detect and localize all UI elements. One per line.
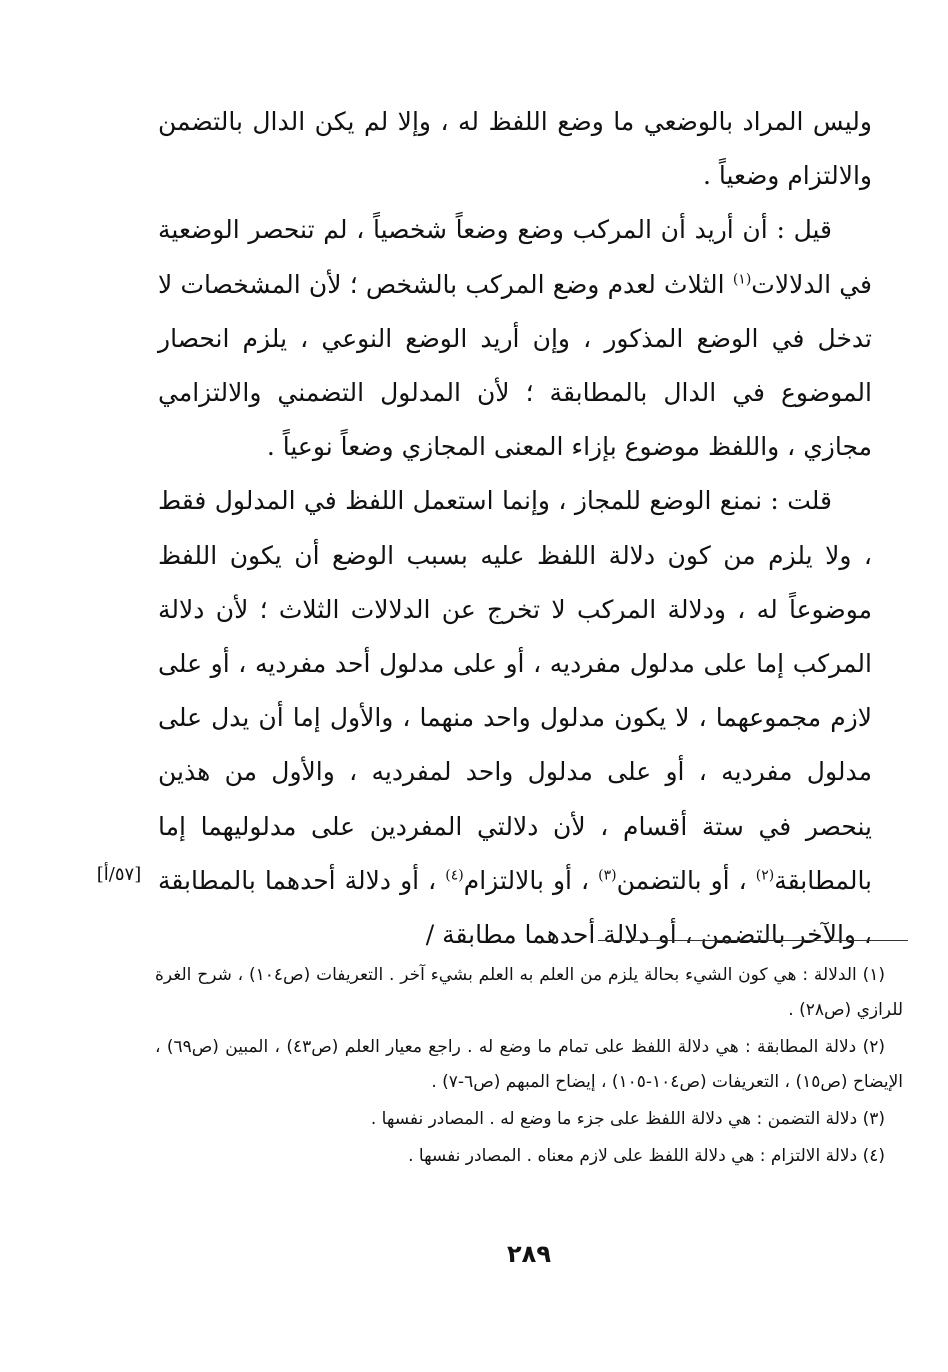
paragraph: وليس المراد بالوضعي ما وضع اللفظ له ، وإلا لم يكن الدال بالتضمن والالتزام وضعياً . [158,107,872,191]
paragraph: قيل : أن أريد أن المركب وضع وضعاً شخصياً ، لم تنحصر الوضعية في الدلالات$^{(١)}$ الثلاث لعدم وضع المركب بالشخص ؛ لأن المشخصات لا تدخل في الوضع المذكور ، وإن أريد الوضع النوعي ، يلزم انحصار الموضوع في الدال بالمطابقة ؛ لأن المدلول التضمني والالتزامي مجازي ، واللفظ موضوع بإزاء المعنى المجازي وضعاً نوعياً . [158,215,872,462]
paragraph: قلت : نمنع الوضع للمجاز ، وإنما استعمل اللفظ في المدلول فقط ، ولا يلزم من كون دلالة اللفظ عليه بسبب الوضع أن يكون اللفظ موضوعاً له ، ودلالة المركب لا تخرج عن الدلالات الثلاث ؛ لأن دلالة المركب إما على مدلول مفرديه ، أو على مدلول أحد مفرديه ، أو على لازم مجموعهما ، لا يكون مدلول واحد منهما ، والأول إما أن يدل على مدلول مفرديه ، أو على مدلول واحد لمفرديه ، والأول من هذين ينحصر في ستة أقسام ، لأن دلالتي المفردين على مدلوليهما إما بالمطابقة$^{(٢)}$ ، أو بالتضمن$^{(٣)}$ ، أو بالالتزام$^{(٤)}$ ، أو دلالة أحدهما بالمطابقة ، والآخر بالتضمن ، أو دلالة أحدهما مطابقة / [158,486,873,950]
page-number: ٢٨٩ [507,1240,551,1268]
footnotes [155,958,903,1176]
footnote-ref: (٢) [755,867,775,884]
footnote: (٢) دلالة المطابقة : هي دلالة اللفظ على تمام ما وضع له . راجع معيار العلم (ص٤٣) ، المبين (ص٦٩) ، الإيضاح (ص١٥) ، التعريفات (ص١٠٤-١٠٥) ، إيضاح المبهم (ص٦-٧) . [155,1037,903,1092]
manuscript-folio-marker: [٥٧/أ] [96,864,142,885]
footnote: (٤) دلالة الالتزام : هي دلالة اللفظ على لازم معناه . المصادر نفسها . [408,1146,885,1166]
footnote: (٣) دلالة التضمن : هي دلالة اللفظ على جزء ما وضع له . المصادر نفسها . [370,1109,885,1129]
footnote-separator [598,940,908,941]
footnote-ref: (٤) [445,867,464,884]
main-text [158,95,872,962]
footnote-ref: (٣) [598,867,617,884]
footnote: (١) الدلالة : هي كون الشيء بحالة يلزم من العلم به العلم بشيء آخر . التعريفات (ص١٠٤) ، شرح الغرة للرازي (ص٢٨) . [155,965,903,1020]
footnote-ref: (١) [732,271,752,288]
